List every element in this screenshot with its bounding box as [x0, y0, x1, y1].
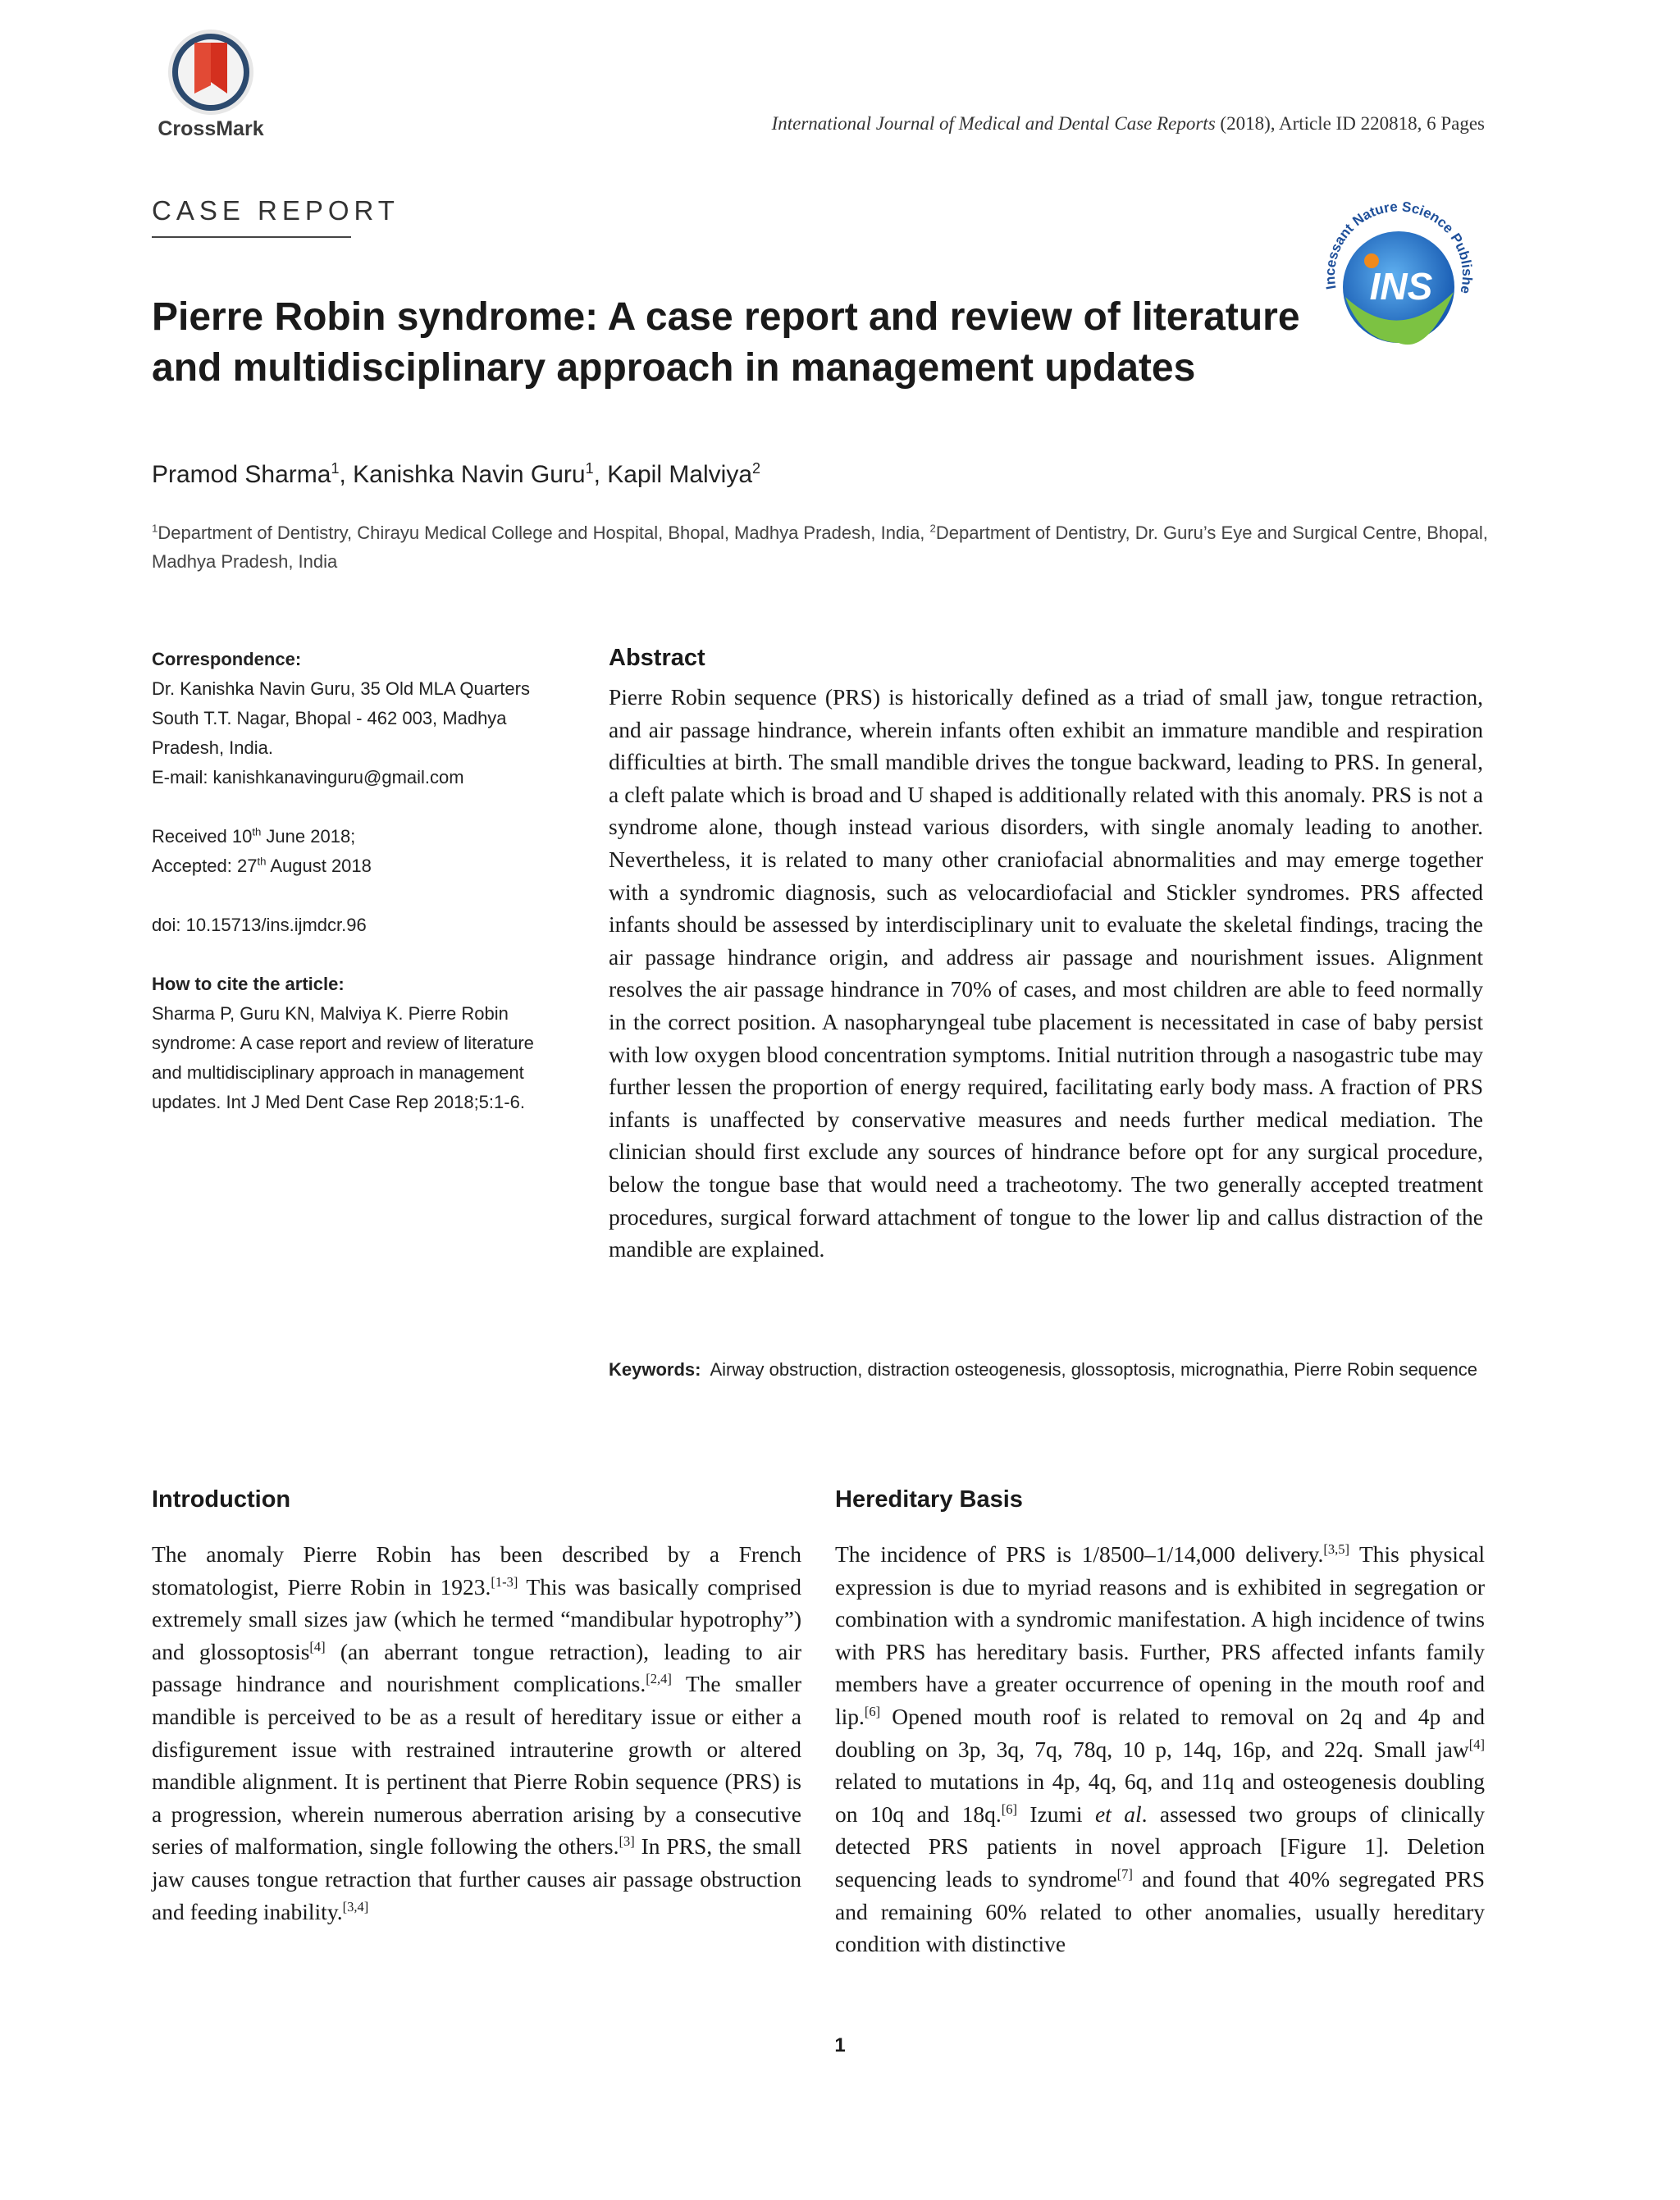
introduction-heading: Introduction — [152, 1486, 291, 1513]
reference-sup[interactable]: [3] — [619, 1833, 635, 1850]
page-number: 1 — [834, 2034, 846, 2056]
body-text-run: This was basically comprised extremely small sizes jaw (which he termed “mandibular hypotrophy”) and glossoptosis — [152, 1573, 801, 1664]
body-text-run: The anomaly Pierre Robin has been described by a French stomatologist, Pierre Robin in 1923. — [152, 1541, 801, 1600]
cite-label: How to cite the article: — [152, 974, 345, 994]
crossmark-icon — [152, 25, 271, 144]
hereditary-basis-body — [835, 1538, 1485, 1960]
reference-sup[interactable]: [7] — [1116, 1865, 1133, 1882]
body-text-run: This physical expression is due to myriad reasons and is exhibited in segregation or combination with a syndromic manifestation. A high incidence of twins with PRS has hereditary basis. Further, PRS affected infants family members have a greater occurrence of opening in the mouth roof and lip. — [835, 1541, 1485, 1729]
correspondence-address-line: Dr. Kanishka Navin Guru, 35 Old MLA Quarters — [152, 678, 530, 699]
reference-sup[interactable]: [6] — [864, 1703, 881, 1719]
keywords-list: Airway obstruction, distraction osteogenesis, glossoptosis, micrognathia, Pierre Robin sequence — [710, 1359, 1477, 1380]
body-text-run: (an aberrant tongue retraction), leading to air passage hindrance and nourishment complications. — [152, 1638, 802, 1697]
introduction-body — [152, 1538, 801, 1928]
reference-sup[interactable]: [4] — [309, 1638, 326, 1655]
body-text-run: and found that 40% segregated PRS and remaining 60% related to other anomalies, usually hereditary condition with distinctive — [835, 1865, 1486, 1957]
author-list: Pramod Sharma$^1$, Kanishka Navin Guru$^1$, Kapil Malviya$^2$ — [152, 460, 761, 488]
article-type-underline — [152, 236, 351, 238]
affil-sup: 2 — [929, 522, 936, 535]
affiliation-2: Department of Dentistry, Dr. Guru’s Eye and Surgical Centre, Bhopal, Madhya Pradesh, India — [152, 523, 1488, 572]
keywords-label: Keywords: — [609, 1359, 701, 1380]
author-name: Kanishka Navin Guru — [353, 461, 586, 488]
body-text-run: Opened mouth roof is related to removal on 2q and 4p and doubling on 3p, 3q, 7q, 78q, 10 p, 14q, 16p, and 22q. Small jaw — [835, 1703, 1485, 1762]
affiliation-1: Department of Dentistry, Chirayu Medical College and Hospital, Bhopal, Madhya Pradesh, India, — [158, 523, 930, 543]
body-text-run: In PRS, the small jaw causes tongue retraction that further causes air passage obstruction and feeding inability. — [152, 1833, 801, 1924]
publisher-monogram: INS — [1369, 265, 1433, 308]
correspondence-address-line: South T.T. Nagar, Bhopal - 462 003, Madhya — [152, 708, 507, 728]
body-text-run: related to mutations in 4p, 4q, 6q, and 11q and osteogenesis doubling on 10q and 18q. — [835, 1769, 1485, 1827]
correspondence-label: Correspondence: — [152, 649, 302, 669]
accepted-text: August 2018 — [266, 856, 372, 876]
article-type-label: CASE REPORT — [152, 195, 399, 226]
author-name: Pramod Sharma — [152, 461, 331, 488]
body-text-run: Izumi — [1017, 1801, 1095, 1827]
reference-sup[interactable]: [2,4] — [646, 1671, 672, 1687]
publisher-logo[interactable] — [1312, 190, 1485, 363]
article-title: Pierre Robin syndrome: A case report and review of literature and multidisciplinary approach in management updates — [152, 295, 1300, 390]
affil-sup: 1 — [152, 522, 158, 535]
correspondence-email[interactable]: E-mail: kanishkanavinguru@gmail.com — [152, 767, 464, 787]
reference-sup[interactable]: [6] — [1001, 1801, 1018, 1817]
citation-text: Sharma P, Guru KN, Malviya K. Pierre Robin syndrome: A case report and review of literature and multidisciplinary approach in management updates. Int J Med Dent Case Rep 2018;5:1-6. — [152, 1003, 534, 1112]
reference-sup[interactable]: [3,5] — [1323, 1540, 1350, 1557]
abstract-heading: Abstract — [609, 645, 705, 671]
received-text: June 2018; — [261, 826, 356, 847]
author-affil-sup: 2 — [752, 460, 761, 477]
journal-name: International Journal of Medical and Dental Case Reports — [771, 113, 1216, 134]
reference-sup[interactable]: [4] — [1468, 1736, 1485, 1752]
abstract-body: Pierre Robin sequence (PRS) is historically defined as a triad of small jaw, tongue retraction, and air passage hindrance, wherein infants often exhibit an immature mandible and respiration difficulties at birth. The small mandible drives the tongue backward, leading to PRS. In general, a cleft palate which is broad and U shaped is additionally related with this anomaly. PRS is not a syndrome alone, though instead various disorders, with single anomaly leading to another. Nevertheless, it is related to many other craniofacial abnormalities and may emerge together with a syndromic diagnosis, such as velocardiofacial and Stickler syndromes. PRS affected infants should be assessed by interdisciplinary unit to evaluate the skeletal findings, tracing the air passage hindrance origin, and address air passage and nourishment issues. Alignment resolves the air passage hindrance in 70% of cases, and most children are able to feed normally in the correct position. A nasopharyngeal tube placement is necessitated in case of baby persist with low oxygen blood concentration symptoms. Initial nutrition through a nasogastric tube may further lessen the proportion of energy required, facilitating early body mass. A fraction of PRS infants is unaffected by conservative measures and needs further medical mediation. The clinician should first exclude any sources of hindrance before opt for any surgical procedure, below the tongue base that would need a tracheotomy. The two generally accepted treatment procedures, surgical forward attachment of tongue to the lower lip and callus distraction of the mandible are explained. — [609, 684, 1483, 1262]
journal-issue-info: (2018), Article ID 220818, 6 Pages — [1215, 113, 1485, 134]
affiliations — [152, 518, 1497, 576]
author-name: Kapil Malviya — [607, 461, 753, 488]
hereditary-basis-heading: Hereditary Basis — [835, 1486, 1023, 1513]
ordinal-sup: th — [257, 855, 267, 868]
accepted-text: Accepted: 27 — [152, 856, 258, 876]
crossmark-label: CrossMark — [158, 117, 264, 140]
accepted-date — [152, 851, 578, 881]
publisher-icon — [1312, 190, 1485, 363]
reference-sup[interactable]: [1-3] — [491, 1573, 518, 1590]
author-affil-sup: 1 — [585, 460, 594, 477]
journal-citation-line — [772, 113, 1485, 135]
article-info-sidebar — [152, 645, 578, 1117]
reference-sup[interactable]: [3,4] — [342, 1898, 369, 1915]
doi-link[interactable]: doi: 10.15713/ins.ijmdcr.96 — [152, 915, 367, 935]
publisher-ring-text: Incessant Nature Science Publishe — [1322, 199, 1476, 295]
correspondence-address-line: Pradesh, India. — [152, 737, 273, 758]
body-text-run: The incidence of PRS is 1/8500–1/14,000 delivery. — [835, 1541, 1324, 1567]
author-affil-sup: 1 — [331, 460, 340, 477]
crossmark-logo[interactable] — [152, 25, 271, 144]
body-text-run: . assessed two groups of clinically detected PRS patients in novel approach [Figure 1]. Deletion sequencing leads to syndrome — [835, 1801, 1485, 1892]
ordinal-sup: th — [252, 825, 262, 838]
keywords — [609, 1355, 1483, 1385]
body-text-run: The smaller mandible is perceived to be as a result of hereditary issue or either a disfigurement issue with restrained intrauterine growth or altered mandible alignment. It is pertinent that Pierre Robin sequence (PRS) is a progression, wherein numerous aberration arising by a consecutive series of malformation, single following the others. — [152, 1671, 801, 1860]
received-text: Received 10 — [152, 826, 253, 847]
received-date — [152, 822, 578, 851]
et-al-italic: et al — [1094, 1801, 1142, 1827]
